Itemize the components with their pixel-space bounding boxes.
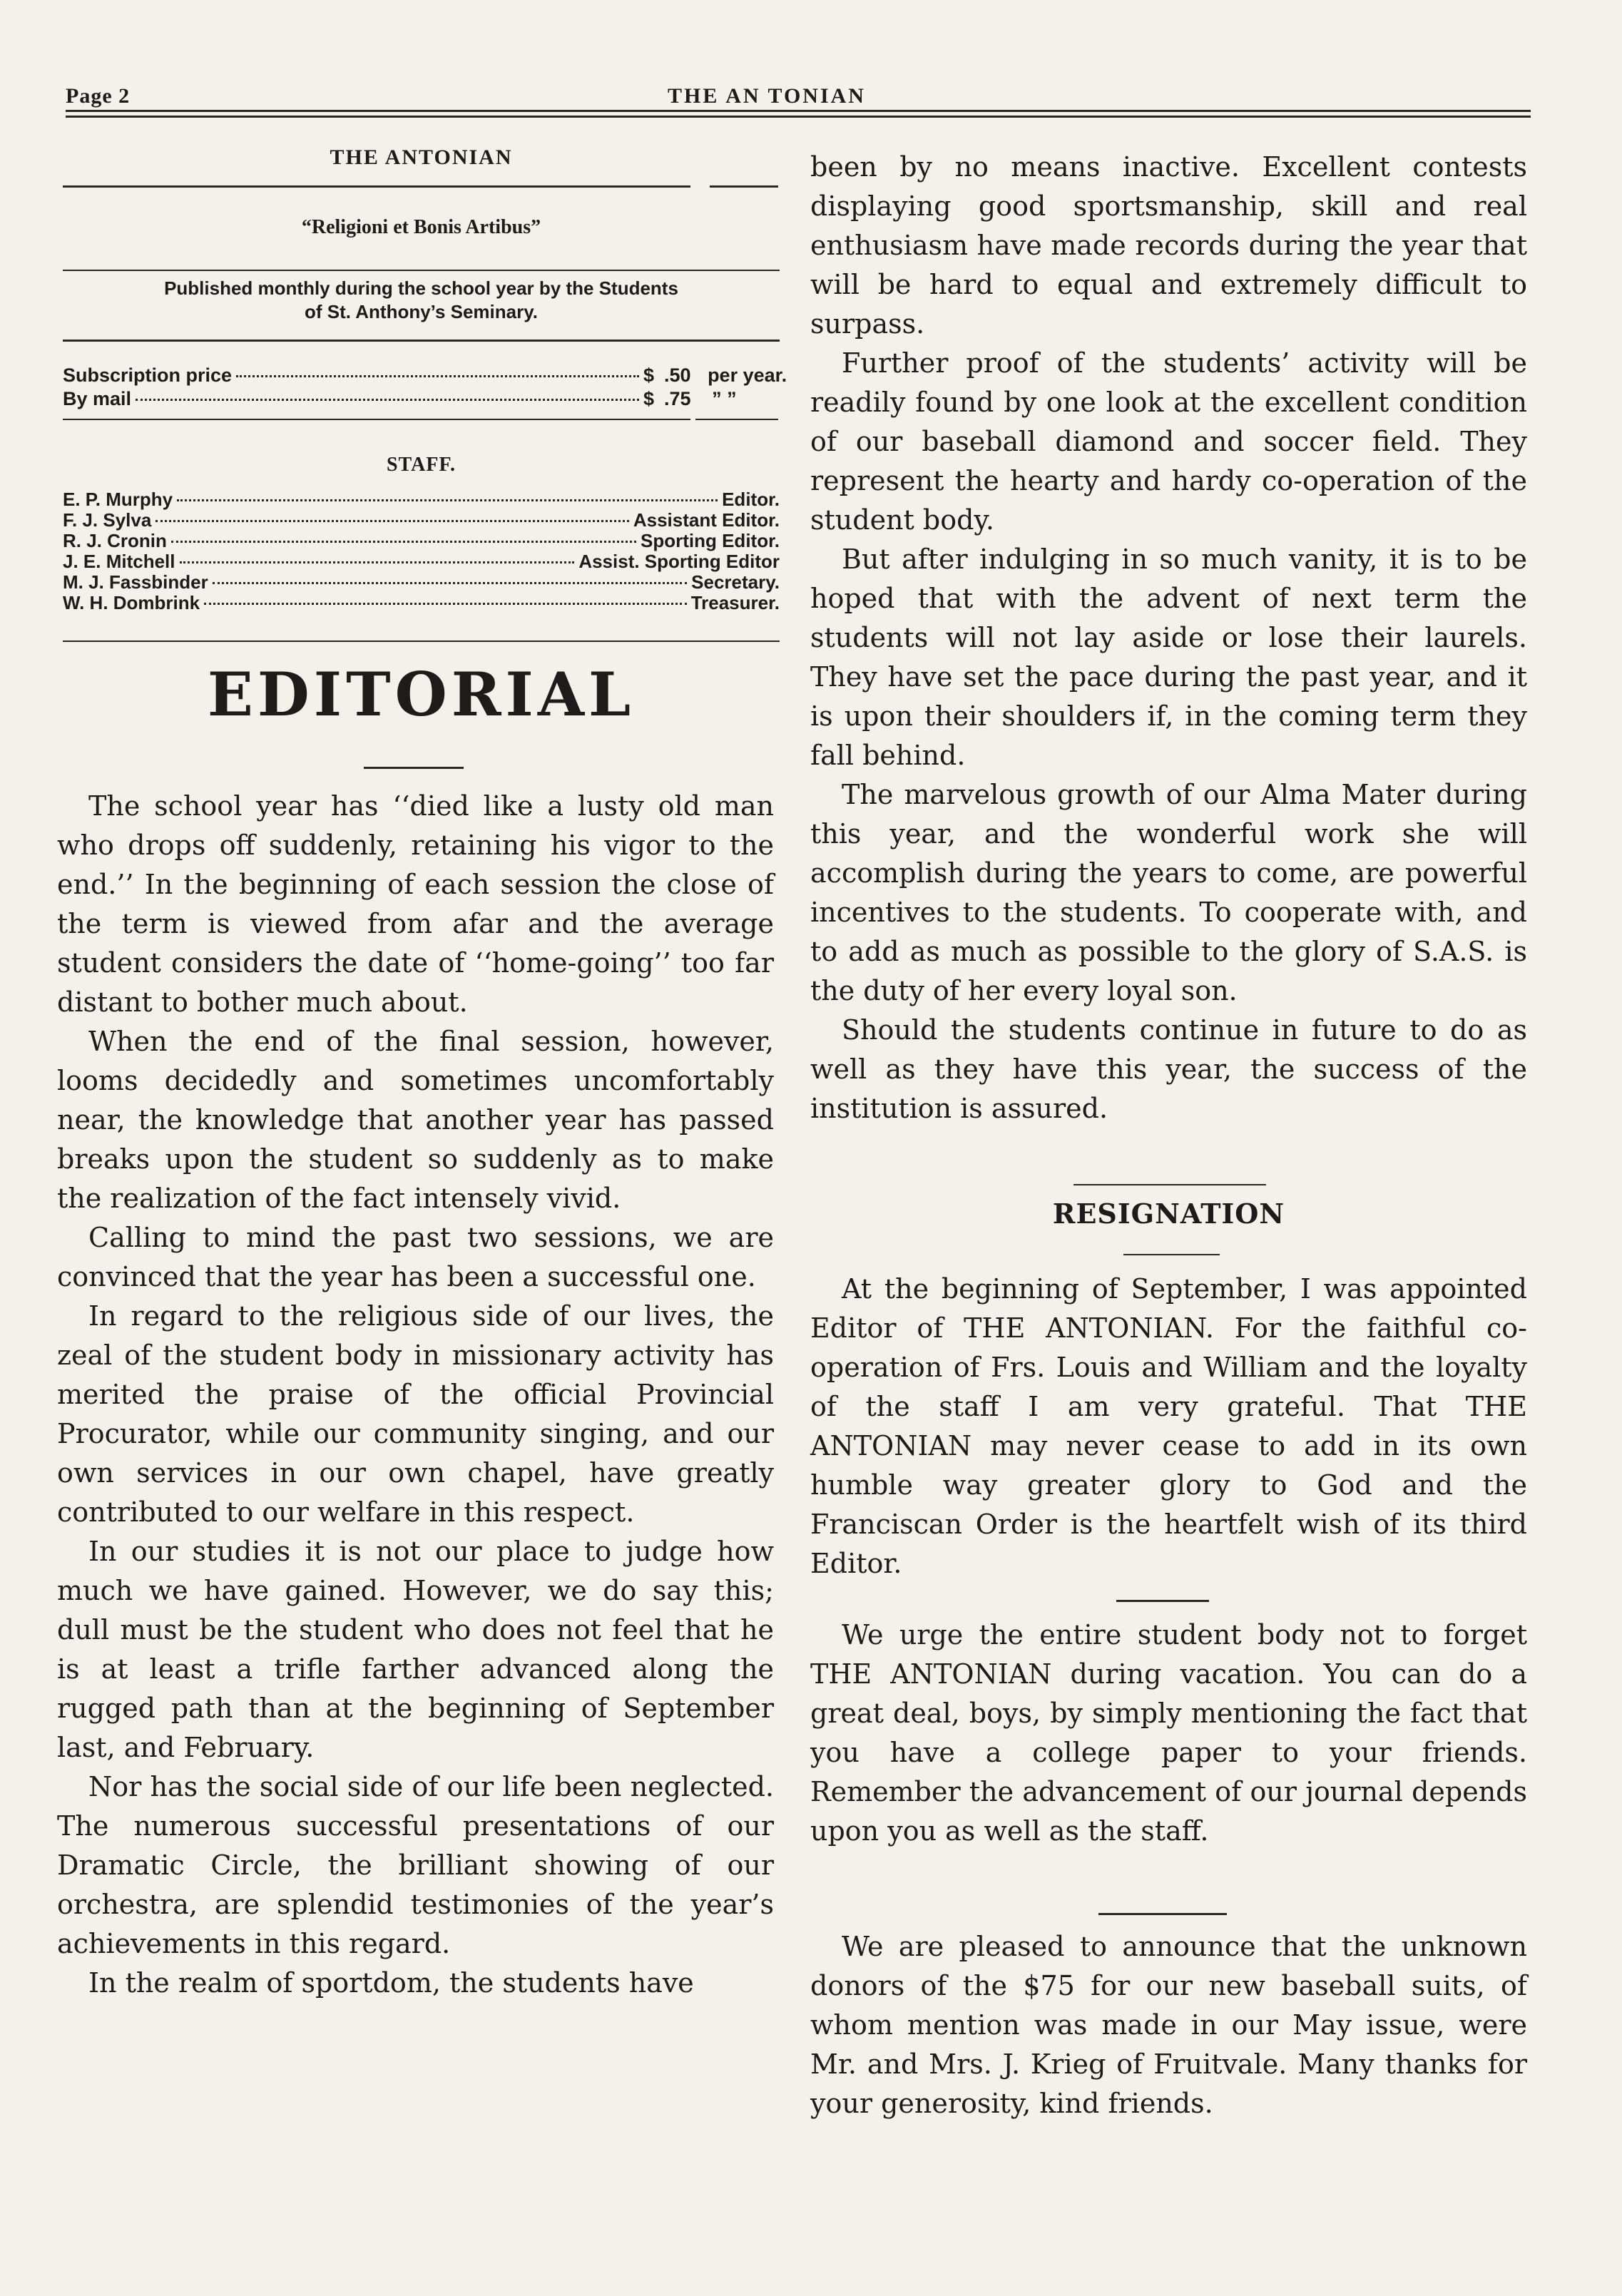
publication-line: of St. Anthony’s Seminary.: [305, 301, 538, 322]
staff-role: Assistant Editor.: [633, 509, 780, 531]
newspaper-title: THE AN TONIAN: [668, 84, 866, 108]
dot-leader: [155, 520, 629, 522]
motto-rule: [63, 270, 780, 271]
subscription-rule-short: [695, 419, 778, 420]
page-number: Page 2: [66, 84, 131, 108]
subscription-row: [63, 364, 787, 387]
editorial-paragraph: In regard to the religious side of our lives, the zeal of the student body in missionary activity has merited the praise of the official Provincial Procurator, while our community singing, and our own services in our own chapel, have greatly contributed to our welfare in this respect.: [57, 1300, 774, 1528]
header-rule-bottom: [66, 116, 1531, 118]
publication-info: [63, 277, 780, 324]
editorial-paragraph: When the end of the final session, however, looms decidedly and sometimes uncomfortably near, the knowledge that another year has passed breaks upon the student so suddenly as to make the realization of the fact intensely vivid.: [57, 1026, 774, 1214]
editorial-left-column: [57, 787, 774, 2003]
currency-sign: $: [643, 364, 654, 386]
dot-leader: [213, 582, 687, 584]
subscription-rule: [63, 419, 690, 420]
staff-name: W. H. Dombrink: [63, 592, 200, 613]
staff-list: [63, 489, 780, 613]
staff-row: [63, 593, 780, 613]
subscription-label: By mail: [63, 388, 132, 409]
staff-role: Sporting Editor.: [641, 530, 780, 551]
dot-leader: [204, 603, 687, 605]
dot-leader: [177, 499, 718, 501]
editorial-paragraph: The school year has ‘‘died like a lusty old man who drops off suddenly, retaining his vigor to the end.’’ In the beginning of each session the close of the term is viewed from afar and the average student considers the date of ‘‘home-going’’ too far distant to bother much about.: [57, 790, 774, 1018]
staff-name: F. J. Sylva: [63, 509, 152, 531]
vacation-notice: [810, 1616, 1527, 1851]
editorial-paragraph: Further proof of the students’ activity will be readily found by one look at the excellent condition of our baseball diamond and soccer field. They represent the hearty and hardy co-operation of the student body.: [810, 347, 1527, 536]
subscription-unit: per year.: [708, 364, 787, 386]
editorial-paragraph: Nor has the social side of our life been neglected. The numerous successful presentations of our Dramatic Circle, the brilliant showing of our orchestra, are splendid testimonies of the year’s achievements in this regard.: [57, 1771, 774, 1959]
editorial-paragraph: In the realm of sportdom, the students have: [88, 1967, 694, 1999]
publication-rule: [63, 340, 780, 342]
subscription-amount: .50: [664, 364, 691, 386]
masthead-rule: [63, 185, 690, 188]
staff-role: Assist. Sporting Editor: [578, 551, 780, 572]
editorial-paragraph: Calling to mind the past two sessions, we are convinced that the year has been a successful one.: [57, 1222, 774, 1292]
staff-row: [63, 510, 780, 531]
subscription-row: [63, 387, 780, 411]
section-divider: [1098, 1913, 1227, 1915]
resignation-rule-top: [1073, 1184, 1266, 1185]
resignation-paragraph: At the beginning of September, I was appointed Editor of THE ANTONIAN. For the faithful co-operation of Frs. Louis and William and the loyalty of the staff I am very grateful. That THE ANTONIAN may never cease to add in its own humble way greater glory to God and the Franciscan Order is the heartfelt wish of its third Editor.: [810, 1273, 1527, 1579]
subscription-label: Subscription price: [63, 364, 233, 386]
staff-role: Editor.: [722, 489, 780, 510]
dot-leader: [236, 375, 639, 377]
staff-name: R. J. Cronin: [63, 530, 167, 551]
section-divider: [1116, 1600, 1209, 1602]
editorial-paragraph: Should the students continue in future to do as well as they have this year, the success of the institution is assured.: [810, 1014, 1527, 1124]
publication-line: Published monthly during the school year by the Students: [164, 277, 678, 299]
editorial-heading: EDITORIAL: [207, 659, 636, 730]
running-header: [66, 80, 1531, 113]
subscription-table: [63, 364, 787, 411]
donors-notice: [810, 1927, 1527, 2123]
staff-rule: [63, 641, 780, 642]
editorial-paragraph: In our studies it is not our place to judge how much we have gained. However, we do say this; dull must be the student who does not feel that he is at least a trifle farther advanced along the rugged path than at the beginning of September last, and February.: [57, 1536, 774, 1763]
staff-row: [63, 489, 780, 510]
staff-name: J. E. Mitchell: [63, 551, 175, 572]
staff-heading: STAFF.: [386, 454, 456, 476]
motto: “Religioni et Bonis Artibus”: [301, 216, 541, 238]
resignation-heading: RESIGNATION: [1052, 1198, 1285, 1230]
staff-row: [63, 531, 780, 551]
editorial-paragraph: been by no means inactive. Excellent contests displaying good sportsmanship, skill and real enthusiasm have made records during the year that will be hard to equal and extremely difficult to surpass.: [810, 151, 1527, 340]
staff-row: [63, 551, 780, 572]
staff-row: [63, 572, 780, 593]
editorial-paragraph: The marvelous growth of our Alma Mater during this year, and the wonderful work she will accomplish during the years to come, are powerful incentives to the students. To cooperate with, and to add as much as possible to the glory of S.A.S. is the duty of her every loyal son.: [810, 779, 1527, 1006]
currency-sign: $: [643, 388, 654, 409]
masthead-rule-short: [710, 185, 778, 188]
masthead-title: THE ANTONIAN: [330, 146, 513, 169]
dot-leader: [180, 561, 575, 563]
dot-leader: [136, 399, 639, 401]
staff-role: Treasurer.: [690, 592, 780, 613]
dot-leader: [171, 541, 636, 543]
editorial-heading-rule: [364, 767, 464, 769]
resignation-body: [810, 1270, 1527, 1583]
resignation-rule-bottom: [1123, 1254, 1220, 1255]
staff-name: M. J. Fassbinder: [63, 571, 208, 593]
subscription-amount: .75: [664, 388, 691, 409]
donors-paragraph: We are pleased to announce that the unknown donors of the $75 for our new baseball suits, of whom mention was made in our May issue, were Mr. and Mrs. J. Krieg of Fruitvale. Many thanks for your generosity, kind friends.: [810, 1931, 1527, 2119]
vacation-paragraph: We urge the entire student body not to forget THE ANTONIAN during vacation. You can do a great deal, boys, by simply mentioning the fact that you have a college paper to your friends. Remember the advancement of our journal depends upon you as well as the staff.: [810, 1619, 1527, 1847]
editorial-paragraph: But after indulging in so much vanity, it is to be hoped that with the advent of next term the students will not lay aside or lose their laurels. They have set the pace during the past year, and it is upon their shoulders if, in the coming term they fall behind.: [810, 544, 1527, 771]
editorial-right-column: [810, 148, 1527, 1128]
staff-name: E. P. Murphy: [63, 489, 173, 510]
staff-role: Secretary.: [691, 571, 780, 593]
header-rule-top: [66, 110, 1531, 112]
subscription-unit: ” ”: [712, 388, 737, 409]
